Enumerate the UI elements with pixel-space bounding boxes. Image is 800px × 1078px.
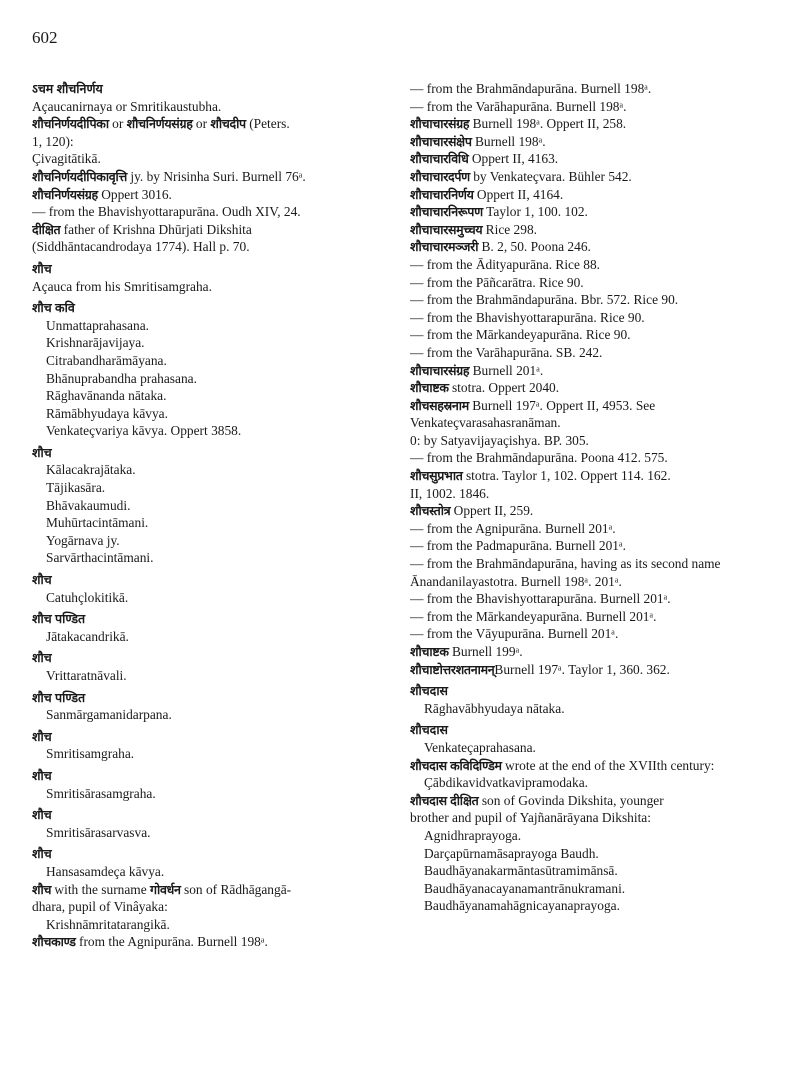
- right-entry-3: [410, 133, 782, 151]
- sanskrit-term: शौचदास: [410, 792, 447, 808]
- sanskrit-headword: शौचदास: [410, 722, 449, 738]
- right-line-19: 0: by Satyavijayaçishya. BP. 305.: [410, 432, 589, 448]
- right-entry-16: [410, 362, 782, 380]
- left-work-item-18: Rāmābhyudaya kāvya.: [46, 405, 168, 421]
- left-work-item-45: Krishnāmritatarangikā.: [46, 916, 170, 932]
- right-line-13: — from the Bhavishyottarapurāna. Rice 90.: [410, 309, 645, 325]
- right-entry-38: [410, 792, 782, 810]
- sanskrit-term: शौचनिर्णयदीपिका: [32, 116, 109, 132]
- entry-text: Burnell 199ᵃ.: [448, 644, 523, 659]
- sanskrit-headword: शौच: [32, 611, 52, 627]
- entry-text: B. 2, 50. Poona 246.: [478, 239, 591, 255]
- sanskrit-headword: ऽचम: [32, 81, 54, 96]
- right-entry-31: [410, 661, 782, 679]
- left-heading-12: [32, 299, 380, 317]
- sanskrit-term: शौचाचारसंग्रह: [410, 362, 470, 378]
- right-line-10: — from the Ādityapurāna. Rice 88.: [410, 256, 601, 272]
- entry-text: from the Agnipurāna. Burnell 198ᵃ.: [75, 934, 268, 950]
- left-work-item-38: Smritisārasamgraha.: [46, 785, 156, 801]
- right-entry-2: [410, 115, 782, 133]
- left-heading-20: [32, 444, 380, 462]
- sanskrit-epithet: शौचनिर्णय: [56, 81, 103, 96]
- right-work-item-35: Venkateçaprahasana.: [424, 739, 536, 755]
- sanskrit-term: शौचकाण्ड: [32, 934, 76, 950]
- sanskrit-headword: शौच: [32, 767, 52, 783]
- right-entry-8: [410, 221, 782, 239]
- right-entry-36: [410, 757, 782, 775]
- left-line-7: — from the Bhavishyottarapurāna. Oudh XIV, 24.: [32, 204, 301, 220]
- entry-text: Taylor 1, 100. 102.: [482, 204, 588, 220]
- sanskrit-term: शौचाचारविधि: [410, 151, 469, 167]
- right-line-24: — from the Agnipurāna. Burnell 201ᵃ.: [410, 520, 616, 536]
- right-line-12: — from the Brahmāndapurāna. Bbr. 572. Rice 90.: [410, 292, 679, 308]
- entry-text: jy. by Nrisinha Suri. Burnell 76ᵃ.: [127, 168, 306, 184]
- left-line-44: dhara, pupil of Vinâyaka:: [32, 899, 168, 915]
- sanskrit-headword: शौच: [32, 846, 52, 862]
- left-heading-0: [32, 80, 380, 98]
- sanskrit-epithet: पण्डित: [55, 611, 86, 627]
- sanskrit-term: दीक्षित: [32, 221, 61, 237]
- sanskrit-headword: शौच: [32, 807, 52, 823]
- sanskrit-term: शौचाष्टक: [410, 644, 449, 659]
- sanskrit-epithet: पण्डित: [55, 689, 86, 705]
- right-entry-4: [410, 150, 782, 168]
- sanskrit-term: शौचाचारनिरूपण: [410, 204, 483, 220]
- right-line-22: II, 1002. 1846.: [410, 485, 490, 501]
- right-entry-17: [410, 379, 782, 397]
- entry-text: by Venkateçvara. Bühler 542.: [469, 168, 632, 184]
- entry-text: Burnell 197ᵃ. Oppert II, 4953. See Venkateçvarasahasranāman.: [410, 397, 656, 431]
- right-line-25: — from the Padmapurāna. Burnell 201ᵃ.: [410, 538, 627, 554]
- left-line-11: Açauca from his Smritisamgraha.: [32, 278, 212, 294]
- sanskrit-headword: शौच: [32, 260, 52, 276]
- right-line-28: — from the Mārkandeyapurāna. Burnell 201ᵃ.: [410, 608, 657, 624]
- left-entry-2: [32, 115, 380, 133]
- sanskrit-term: शौचाष्टक: [410, 380, 449, 396]
- right-entry-21: [410, 467, 782, 485]
- sanskrit-epithet: कवि: [55, 300, 75, 316]
- left-work-item-30: Jātakacandrikā.: [46, 628, 129, 644]
- left-work-item-32: Vrittaratnāvali.: [46, 668, 127, 683]
- left-work-item-28: Catuhçlokitikā.: [46, 589, 129, 605]
- sanskrit-term: शौचाचारसमुच्चय: [410, 221, 483, 237]
- sanskrit-term: गोवर्धन: [150, 881, 181, 897]
- sanskrit-term: शौचनिर्णयदीपिकावृत्ति: [32, 168, 128, 184]
- left-heading-33: [32, 689, 380, 707]
- entry-text: Burnell 198ᵃ.: [471, 133, 546, 149]
- right-entry-23: [410, 502, 782, 520]
- entry-text: father of Krishna Dhūrjati Dikshita: [60, 221, 252, 237]
- left-work-item-22: Tājikasāra.: [46, 480, 106, 496]
- right-entry-26: — from the Brahmāndapurāna, having as its second name Ānandanilayastotra. Burnell 198ᵃ. 201ᵃ.: [410, 556, 721, 589]
- sanskrit-term: शौचाचारदर्पण: [410, 168, 470, 184]
- left-work-item-26: Sarvārthacintāmani.: [46, 550, 154, 566]
- sanskrit-term: शौच: [32, 881, 52, 897]
- left-line-1: Açaucanirnaya or Smritikaustubha.: [32, 98, 222, 114]
- right-heading-34: [410, 721, 782, 739]
- left-entry-46: [32, 933, 380, 951]
- left-entry-43: [32, 881, 380, 899]
- entry-text: wrote at the end of the XVIIth century:: [501, 757, 715, 773]
- right-line-39: brother and pupil of Yajñanārāyana Dikshita:: [410, 810, 651, 826]
- left-work-item-15: Citrabandharāmāyana.: [46, 352, 167, 368]
- left-work-item-14: Krishnarājavijaya.: [46, 335, 145, 351]
- left-work-item-25: Yogārnava jy.: [46, 532, 120, 548]
- left-heading-29: [32, 610, 380, 628]
- left-column: [32, 80, 380, 951]
- entry-text: or: [108, 116, 127, 132]
- left-work-item-17: Rāghavānanda nātaka.: [46, 388, 167, 404]
- entry-text: Burnell 201ᵃ.: [469, 362, 544, 378]
- right-line-0: — from the Brahmāndapurāna. Burnell 198ᵃ.: [410, 81, 652, 96]
- sanskrit-headword: शौच: [32, 728, 52, 744]
- left-heading-35: [32, 728, 380, 746]
- left-entry-8: [32, 221, 380, 239]
- left-heading-27: [32, 571, 380, 589]
- sanskrit-term: शौचसुप्रभात: [410, 468, 463, 484]
- right-entry-7: [410, 203, 782, 221]
- sanskrit-term: शौचदास: [410, 757, 447, 773]
- sanskrit-term: शौचाचारसंक्षेप: [410, 133, 472, 149]
- sanskrit-headword: शौच: [32, 300, 52, 316]
- left-work-item-23: Bhāvakaumudi.: [46, 497, 131, 513]
- entry-text: stotra. Oppert 2040.: [448, 380, 560, 396]
- left-work-item-36: Smritisamgraha.: [46, 746, 135, 762]
- entry-text: Burnell 197ᵃ. Taylor 1, 360. 362.: [494, 661, 670, 677]
- right-work-item-37: Çābdikavidvatkavipramodaka.: [424, 775, 588, 791]
- left-work-item-19: Venkateçvariya kāvya. Oppert 3858.: [46, 423, 242, 439]
- sanskrit-headword: शौच: [32, 572, 52, 588]
- sanskrit-term: शौचस्तोत्र: [410, 503, 451, 519]
- left-line-9: (Siddhāntacandrodaya 1774). Hall p. 70.: [32, 239, 250, 255]
- sanskrit-term: शौचाचारमञ्जरी: [410, 239, 479, 255]
- right-line-29: — from the Vāyupurāna. Burnell 201ᵃ.: [410, 626, 619, 642]
- left-line-4: Çivagitātikā.: [32, 151, 101, 167]
- right-line-1: — from the Varāhapurāna. Burnell 198ᵃ.: [410, 98, 627, 114]
- right-work-item-41: Darçapūrnamāsaprayoga Baudh.: [424, 845, 599, 861]
- left-work-item-24: Muhūrtacintāmani.: [46, 515, 149, 531]
- entry-text: (Peters.: [245, 116, 290, 132]
- page-number: 602: [32, 28, 58, 47]
- left-line-3: 1, 120):: [32, 133, 74, 149]
- entry-text: son of Govinda Dikshita, younger: [478, 792, 664, 808]
- sanskrit-term: शौचाष्टोत्तरशतनामन्: [410, 661, 495, 677]
- right-entry-5: [410, 168, 782, 186]
- right-line-14: — from the Mārkandeyapurāna. Rice 90.: [410, 327, 631, 343]
- sanskrit-term: शौचाचारसंग्रह: [410, 116, 470, 132]
- right-work-item-44: Baudhāyanamahāgnicayanaprayoga.: [424, 898, 620, 914]
- right-heading-32: [410, 682, 782, 700]
- entry-text: stotra. Taylor 1, 102. Oppert 114. 162.: [462, 468, 671, 484]
- left-work-item-34: Sanmārgamanidarpana.: [46, 707, 172, 723]
- right-line-15: — from the Varāhapurāna. SB. 242.: [410, 344, 603, 360]
- left-heading-10: [32, 260, 380, 278]
- right-entry-30: [410, 643, 782, 661]
- left-heading-31: [32, 649, 380, 667]
- entry-text: Oppert 3016.: [97, 186, 172, 202]
- right-work-item-42: Baudhāyanakarmāntasūtramimānsā.: [424, 863, 618, 879]
- right-work-item-33: Rāghavābhyudaya nātaka.: [424, 700, 565, 716]
- right-line-11: — from the Pāñcarātra. Rice 90.: [410, 274, 584, 290]
- sanskrit-headword: शौच: [32, 444, 52, 460]
- entry-text: or: [192, 116, 211, 132]
- right-column: [410, 80, 782, 915]
- right-line-27: — from the Bhavishyottarapurāna. Burnell 201ᵃ.: [410, 591, 671, 607]
- entry-text: Oppert II, 259.: [450, 503, 534, 519]
- left-entry-6: [32, 186, 380, 204]
- right-entry-18: [410, 397, 782, 432]
- right-line-20: — from the Brahmāndapurāna. Poona 412. 575.: [410, 450, 668, 466]
- left-work-item-21: Kālacakrajātaka.: [46, 462, 136, 478]
- entry-text: Oppert II, 4164.: [473, 186, 564, 202]
- left-work-item-16: Bhānuprabandha prahasana.: [46, 370, 197, 386]
- left-entry-5: [32, 168, 380, 186]
- sanskrit-term: शौचसहस्रनाम: [410, 397, 469, 413]
- sanskrit-term: शौचदीप: [210, 116, 246, 132]
- left-heading-37: [32, 767, 380, 785]
- left-heading-39: [32, 806, 380, 824]
- entry-text: Rice 298.: [482, 221, 537, 237]
- right-entry-6: [410, 186, 782, 204]
- left-heading-41: [32, 845, 380, 863]
- sanskrit-term: शौचनिर्णयसंग्रह: [126, 116, 193, 132]
- entry-text: with the surname: [51, 881, 150, 897]
- right-work-item-40: Agnidhraprayoga.: [424, 827, 522, 843]
- sanskrit-headword: शौच: [32, 689, 52, 705]
- sanskrit-term: दीक्षित: [450, 792, 479, 808]
- sanskrit-term: शौचनिर्णयसंग्रह: [32, 186, 98, 202]
- right-entry-9: [410, 238, 782, 256]
- left-work-item-42: Hansasamdeça kāvya.: [46, 863, 165, 879]
- right-work-item-43: Baudhāyanacayanamantrānukramani.: [424, 880, 626, 896]
- sanskrit-term: कविदिण्डिम: [450, 757, 502, 773]
- sanskrit-headword: शौच: [32, 650, 52, 666]
- entry-text: Burnell 198ᵃ. Oppert II, 258.: [469, 116, 627, 132]
- left-work-item-40: Smritisārasarvasva.: [46, 824, 151, 840]
- sanskrit-headword: शौचदास: [410, 683, 449, 699]
- entry-text: son of Rādhāgangā-: [180, 881, 292, 897]
- sanskrit-term: शौचाचारनिर्णय: [410, 186, 474, 202]
- entry-text: Oppert II, 4163.: [468, 151, 559, 167]
- left-work-item-13: Unmattaprahasana.: [46, 317, 149, 333]
